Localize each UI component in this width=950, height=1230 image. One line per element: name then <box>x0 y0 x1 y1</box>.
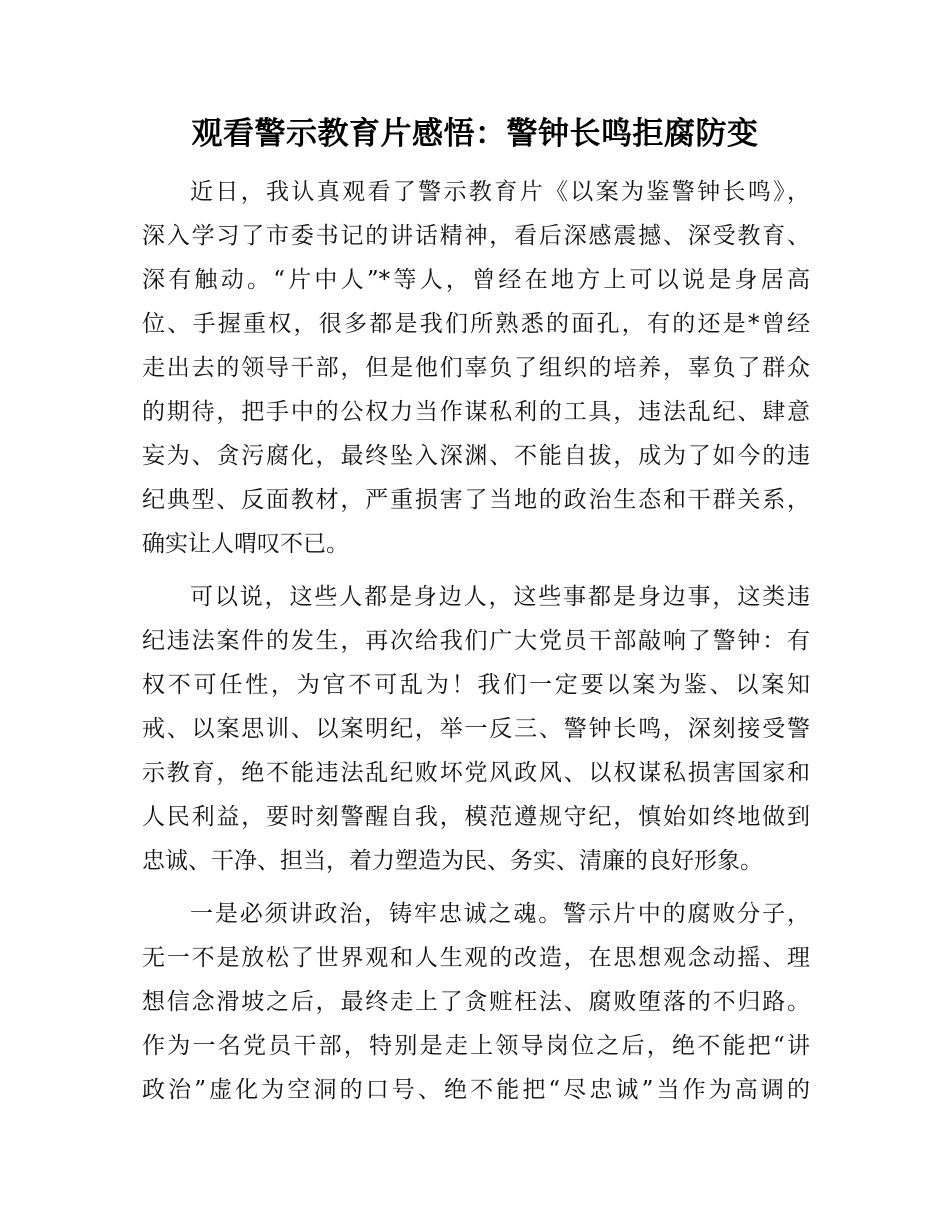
text-line: 走出去的领导干部，但是他们辜负了组织的培养，辜负了群众 <box>142 355 810 381</box>
text-line: 位、手握重权，很多都是我们所熟悉的面孔，有的还是*曾经 <box>142 311 810 337</box>
text-line: 可以说，这些人都是身边人，这些事都是身边事，这类违 <box>190 584 810 610</box>
text-line: 纪违法案件的发生，再次给我们广大党员干部敲响了警钟：有 <box>142 628 810 654</box>
text-line: 近日，我认真观看了警示教育片《以案为鉴警钟长鸣》， <box>190 179 810 205</box>
text-line: 想信念滑坡之后，最终走上了贪赃枉法、腐败堕落的不归路。 <box>142 989 810 1015</box>
paragraph-gap <box>142 883 810 892</box>
paragraph-3 <box>142 892 810 1112</box>
text-line: 确实让人喟叹不已。 <box>142 531 349 557</box>
document-body <box>142 170 810 1112</box>
text-line: 政治”虚化为空洞的口号、绝不能把“尽忠诚”当作为高调的 <box>142 1077 810 1103</box>
text-line: 深有触动。“片中人”*等人，曾经在地方上可以说是身居高 <box>142 267 810 293</box>
paragraph-2 <box>142 575 810 883</box>
text-line: 权不可任性，为官不可乱为！我们一定要以案为鉴、以案知 <box>142 672 810 698</box>
text-line: 人民利益，要时刻警醒自我，模范遵规守纪，慎始如终地做到 <box>142 804 810 830</box>
text-line: 示教育，绝不能违法乱纪败坏党风政风、以权谋私损害国家和 <box>142 760 810 786</box>
text-line: 深入学习了市委书记的讲话精神，看后深感震撼、深受教育、 <box>142 223 810 249</box>
text-line: 纪典型、反面教材，严重损害了当地的政治生态和干群关系， <box>142 487 810 513</box>
text-line: 忠诚、干净、担当，着力塑造为民、务实、清廉的良好形象。 <box>142 848 763 874</box>
document-title: 观看警示教育片感悟：警钟长鸣拒腐防变 <box>191 116 759 152</box>
text-line: 的期待，把手中的公权力当作谋私利的工具，违法乱纪、肆意 <box>142 399 810 425</box>
paragraph-1 <box>142 170 810 566</box>
text-line: 一是必须讲政治，铸牢忠诚之魂。警示片中的腐败分子， <box>190 901 810 927</box>
text-line: 作为一名党员干部，特别是走上领导岗位之后，绝不能把“讲 <box>142 1033 810 1059</box>
paragraph-gap <box>142 566 810 575</box>
text-line: 妄为、贪污腐化，最终坠入深渊、不能自拔，成为了如今的违 <box>142 443 810 469</box>
text-line: 戒、以案思训、以案明纪，举一反三、警钟长鸣，深刻接受警 <box>142 716 810 742</box>
text-line: 无一不是放松了世界观和人生观的改造，在思想观念动摇、理 <box>142 945 810 971</box>
